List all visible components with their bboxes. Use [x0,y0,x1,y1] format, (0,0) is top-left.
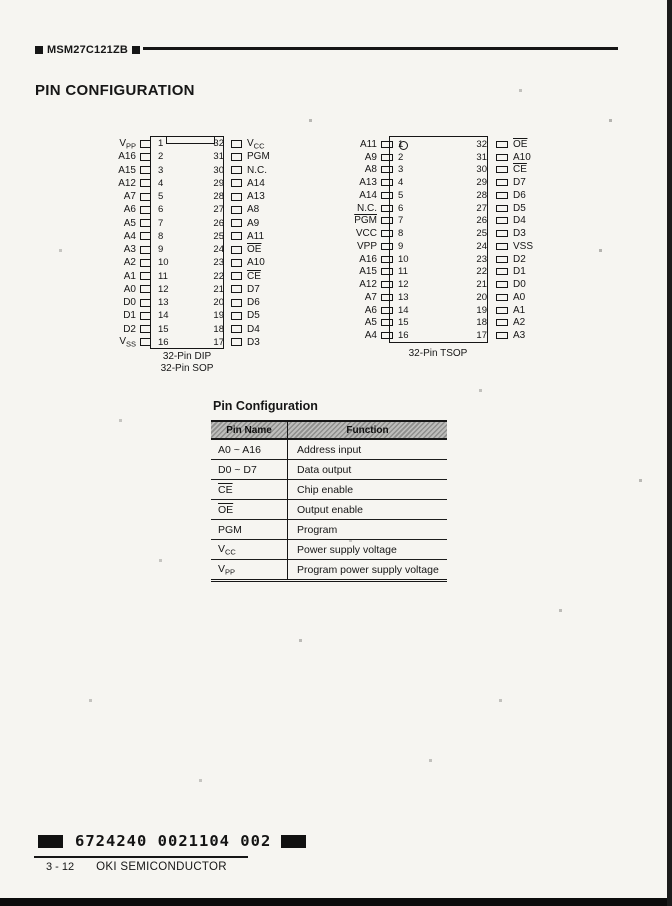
pin-label: A3 [123,244,136,256]
pin-label: A11 [247,230,265,242]
pin-row [337,266,637,279]
pin-number: 30 [213,164,224,176]
chip-body-span [393,152,492,163]
chip-body-span [154,244,228,255]
chip-body-span [154,337,228,348]
pin-row [337,176,637,189]
pin-row [337,329,637,342]
pin-box-icon [381,281,393,288]
function-cell: Program [297,523,338,536]
pin-number: 30 [476,164,487,176]
pin-box-icon [231,299,242,307]
chip-body-span [393,190,492,201]
pin-label: D1 [513,266,526,278]
function-cell: Program power supply voltage [297,563,439,576]
pin-box-icon [381,192,393,199]
doc-header [35,44,618,56]
pin-row [337,202,637,215]
pin-label: $V_{CC}$ [247,137,265,151]
pin-name-cell: $V_{PP}$ [211,560,288,579]
pin-box-icon [381,332,393,339]
pin-box-icon [140,312,151,320]
pin-row [337,164,637,177]
pin-number: 19 [476,304,487,316]
page-number: 3 - 12 [46,861,75,873]
pin-label: D7 [513,177,526,189]
pin-number: 11 [158,270,168,282]
pin-box-icon [231,246,242,254]
chip-body-span [393,330,492,341]
pin-label: D7 [247,283,260,295]
chip-body-span [154,204,228,215]
pin-label: D3 [513,228,526,240]
pin-number: 32 [213,138,224,150]
pin-number: 21 [213,283,224,295]
pin-number: 26 [213,217,224,229]
pin-label: A12 [359,279,377,291]
pin-number: 17 [476,330,487,342]
pin-box-icon [496,294,508,301]
column-header-function: Function [346,424,389,436]
pin-row [337,291,637,304]
pin-box-icon [140,259,151,267]
pin-number: 9 [158,244,164,256]
pin-box-icon [496,217,508,224]
pin-box-icon [231,272,242,280]
pin-number: 10 [398,253,409,265]
pin-number: 1 [158,138,164,150]
chip-body-span [154,271,228,282]
table-row [211,560,447,579]
chip-body-span [393,203,492,214]
pin-box-icon [381,217,393,224]
chip-body-span [154,310,228,321]
pin-box-icon [140,246,151,254]
barcode-text: 6724240 0021104 002 [75,832,272,850]
pin-number: 4 [158,177,164,189]
chip-body-span [154,218,228,229]
pin-number: 21 [476,279,487,291]
pin-number: 32 [476,138,487,150]
pin-box-icon [381,307,393,314]
chip-body-span [393,139,492,150]
pin-row [337,215,637,228]
pin-box-icon [231,325,242,333]
pin-label: VPP [356,240,377,252]
pin-number: 5 [158,191,164,203]
pin-rows [337,138,637,342]
pin-number: 24 [213,244,224,256]
pin-box-icon [140,299,151,307]
pin-label: D6 [513,189,526,201]
function-cell: Output enable [297,503,363,516]
pin-name-cell: A0 ~ A16 [211,440,288,459]
pin-label: A7 [123,191,136,203]
chip-body-span [154,165,228,176]
pin-box-icon [496,141,508,148]
package-caption: 32-Pin SOP [160,363,214,374]
pin-number: 16 [158,336,169,348]
pin-label: A2 [123,257,136,269]
pin-label: $\overline{PGM}$ [354,215,377,227]
pin-box-icon [231,219,242,227]
pin-box-icon [140,206,151,214]
pin-label: D4 [247,323,260,335]
pin-table-section [211,399,447,582]
pin-label: D6 [247,297,260,309]
pin-label: A14 [247,177,265,189]
pin-box-icon [381,319,393,326]
pin-row [337,304,637,317]
pin-label: A9 [364,151,377,163]
pin-label: A9 [247,217,260,229]
pin-name-cell: $V_{CC}$ [211,540,288,559]
pin-box-icon [231,206,242,214]
pin-label: A11 [359,138,377,150]
pin-number: 19 [213,310,224,322]
pin-number: 7 [158,217,164,229]
pin-number: 22 [476,266,487,278]
pin-label: D0 [123,297,136,309]
pin-number: 3 [158,164,164,176]
pin-number: 31 [476,151,487,163]
pin-label: D2 [123,323,136,335]
pin-box-icon [496,243,508,250]
pin-name-cell: $\overline{CE}$ [211,480,288,499]
pin-label: D5 [513,202,526,214]
chip-body-span [154,324,228,335]
part-number: MSM27C121ZB [47,44,129,56]
pin-number: 29 [476,177,487,189]
pin-box-icon [381,268,393,275]
pin-label: A15 [359,266,377,278]
pin-number: 13 [398,291,409,303]
pin-number: 2 [398,151,404,163]
pin-box-icon [140,153,151,161]
page-right-edge [667,0,672,906]
pin-number: 23 [213,257,224,269]
pin-box-icon [231,140,242,148]
chip-body-span [393,241,492,252]
package-caption: 32-Pin DIP [162,351,212,362]
pin-box-icon [496,281,508,288]
pin-number: 12 [398,279,409,291]
pin-label: PGM [247,151,270,163]
pin-number: 28 [476,189,487,201]
pin-number: 5 [398,189,404,201]
pin-box-icon [140,338,151,346]
table-row [211,540,447,560]
pin-box-icon [496,256,508,263]
pin-number: 6 [158,204,164,216]
table-row [211,520,447,540]
pin-box-icon [140,193,151,201]
chip-body-span [154,297,228,308]
header-rule [143,47,618,50]
pin-name-cell: $\overline{OE}$ [211,500,288,519]
pin-label: D5 [247,310,260,322]
table-body [211,440,447,579]
pin-box-icon [496,332,508,339]
pin-label: N.C. [357,202,377,214]
pin-row [337,278,637,291]
pin-label: A5 [123,217,136,229]
table-row [211,460,447,480]
chip-body-span [154,191,228,202]
pin-label: A6 [364,304,377,316]
pin-label: A8 [247,204,260,216]
pin-box-icon [496,192,508,199]
pin-box-icon [140,219,151,227]
pin-label: A0 [513,291,526,303]
chip-body-span [393,215,492,226]
pin-number: 1 [398,138,404,150]
pin-box-icon [381,205,393,212]
pin-number: 16 [398,330,409,342]
pin-number: 13 [158,297,169,309]
pin-label: A8 [364,164,377,176]
footer-credits [46,861,227,873]
pin-label: D3 [247,336,260,348]
pin-box-icon [231,338,242,346]
pin-box-icon [496,319,508,326]
pin-label: VSS [513,240,534,252]
column-header-pin-name: Pin Name [211,422,288,438]
pin-number: 9 [398,240,404,252]
company-name: OKI SEMICONDUCTOR [96,861,227,873]
pin-number: 7 [398,215,404,227]
pin-label: A0 [123,283,136,295]
chip-body-span [393,317,492,328]
bullet-square-icon [35,46,43,54]
pin-number: 14 [158,310,169,322]
barcode-row [38,833,306,849]
pin-row [337,253,637,266]
barcode-block-icon [38,835,63,848]
pin-box-icon [496,268,508,275]
pin-label: D1 [123,310,136,322]
pin-label: A13 [247,191,265,203]
pin-box-icon [231,179,242,187]
pin-box-icon [496,154,508,161]
pin-number: 14 [398,304,409,316]
pin-label: A14 [359,189,377,201]
pin-box-icon [231,259,242,267]
pin-name-cell: PGM [211,520,288,539]
pin-label: A6 [123,204,136,216]
pin-row [337,240,637,253]
chip-body-span [393,228,492,239]
pin-box-icon [381,243,393,250]
pin-box-icon [231,232,242,240]
pin-label: A1 [513,304,526,316]
pin-label: A1 [123,270,136,282]
chip-body-span [393,292,492,303]
pin-box-icon [381,141,393,148]
pin-box-icon [140,179,151,187]
pin-label: A16 [118,151,136,163]
chip-body-span [154,231,228,242]
pin-box-icon [496,179,508,186]
chip-body-span [154,284,228,295]
pin-label: A15 [118,164,136,176]
pin-label: A10 [247,257,265,269]
pin-label: N.C. [247,164,267,176]
page-title: PIN CONFIGURATION [35,82,195,99]
function-cell: Data output [297,463,352,476]
pin-label: A4 [364,330,377,342]
pin-number: 8 [398,228,404,240]
footer-rule [34,856,248,858]
pin-box-icon [140,285,151,293]
pin-box-icon [140,272,151,280]
pin-number: 6 [398,202,404,214]
pin-label: $\overline{CE}$ [513,164,527,176]
pin-row [337,189,637,202]
function-cell: Power supply voltage [297,543,397,556]
function-cell: Chip enable [297,483,354,496]
chip-body-span [393,177,492,188]
pin-box-icon [496,205,508,212]
pin-number: 2 [158,151,164,163]
chip-body-span [393,266,492,277]
pin-label: A10 [513,151,531,163]
pin-number: 20 [213,297,224,309]
pin-name-cell: D0 ~ D7 [211,460,288,479]
pin-number: 15 [158,323,169,335]
pin-number: 23 [476,253,487,265]
pin-number: 28 [213,191,224,203]
pin-number: 24 [476,240,487,252]
pin-box-icon [381,179,393,186]
pin-number: 3 [398,164,404,176]
pin-label: $V_{SS}$ [119,336,136,349]
pin-box-icon [231,312,242,320]
pin-label: A13 [359,177,377,189]
pin-label: A2 [513,317,526,329]
pin-box-icon [496,230,508,237]
pin-number: 26 [476,215,487,227]
chip-body-span [154,151,228,162]
pin-label: D2 [513,253,526,265]
pin-box-icon [381,256,393,263]
pin-number: 27 [476,202,487,214]
pin-number: 25 [213,230,224,242]
pin-row [337,227,637,240]
page-bottom-edge [0,898,672,906]
pin-row [337,138,637,151]
pin-box-icon [231,166,242,174]
pin-number: 22 [213,270,224,282]
chip-body-span [154,138,228,149]
chip-body-span [154,257,228,268]
pin-label: A3 [513,330,526,342]
pin-label: A12 [118,177,136,189]
pin-row [337,151,637,164]
pin-box-icon [381,154,393,161]
pin-number: 17 [213,336,224,348]
pin-label: D4 [513,215,526,227]
chip-body-span [393,279,492,290]
pin-number: 12 [158,283,169,295]
pin-box-icon [140,166,151,174]
pin-label: D0 [513,279,526,291]
table-header-row [211,422,447,440]
pin-box-icon [381,166,393,173]
pin-label: $\overline{OE}$ [247,244,262,256]
pin-label: VCC [355,228,377,240]
package-caption: 32-Pin TSOP [408,348,468,359]
pin-label: $\overline{OE}$ [513,138,528,150]
function-cell: Address input [297,443,362,456]
pin-label: $\overline{CE}$ [247,270,261,282]
pin-number: 20 [476,291,487,303]
pin-number: 25 [476,228,487,240]
pin-box-icon [381,230,393,237]
scan-noise [0,0,1,1]
chip-body-span [154,178,228,189]
pin-row [337,317,637,330]
pin-box-icon [381,294,393,301]
pin-label: A4 [123,230,136,242]
pin-label: A5 [364,317,377,329]
pin-box-icon [496,307,508,314]
pin-number: 10 [158,257,169,269]
bullet-square-icon [132,46,140,54]
pin-number: 31 [213,151,224,163]
pin-label: A7 [364,291,377,303]
pin-number: 18 [213,323,224,335]
pin-box-icon [496,166,508,173]
pin-box-icon [231,193,242,201]
table-row [211,500,447,520]
pin-label: A16 [359,253,377,265]
pin-number: 15 [398,317,409,329]
chip-body-span [393,164,492,175]
pin-box-icon [140,140,151,148]
pin-function-table [211,420,447,582]
pin-number: 27 [213,204,224,216]
chip-body-span [393,305,492,316]
pin-box-icon [140,232,151,240]
chip-body-span [393,254,492,265]
pin-box-icon [231,285,242,293]
pin-number: 4 [398,177,404,189]
pin-label: $V_{PP}$ [119,137,136,151]
pin-box-icon [140,325,151,333]
pin-number: 8 [158,230,164,242]
table-row [211,480,447,500]
pin-box-icon [231,153,242,161]
table-title: Pin Configuration [213,399,318,413]
pin-number: 11 [398,266,408,278]
pin-number: 29 [213,177,224,189]
barcode-block-icon [281,835,306,848]
pin-number: 18 [476,317,487,329]
table-row [211,440,447,460]
